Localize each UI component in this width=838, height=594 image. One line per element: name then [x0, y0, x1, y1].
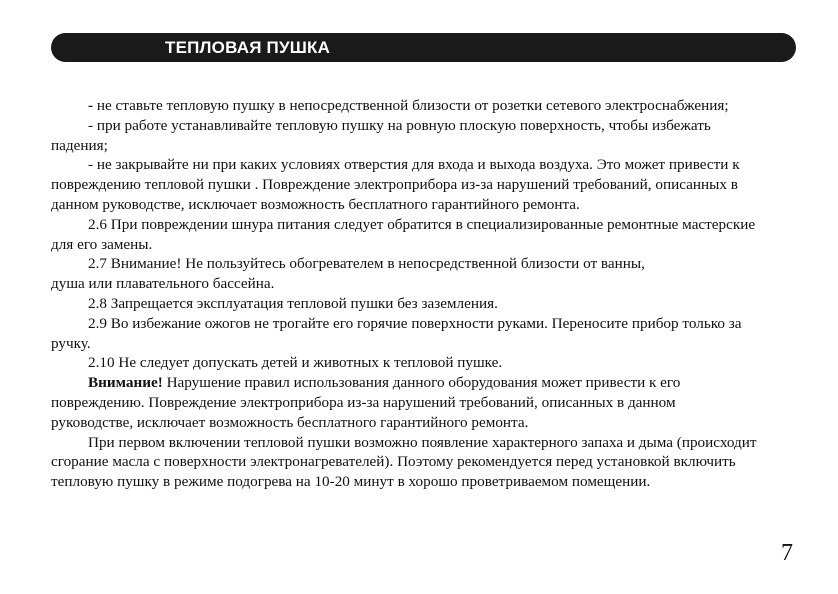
- paragraph-2-7: [51, 254, 761, 294]
- paragraph-outlet-warning: [51, 96, 761, 116]
- paragraph-flat-surface: - при работе устанавливайте тепловую пушку на ровную плоскую поверхность, чтобы избежать падения;: [51, 116, 711, 154]
- page-title: ТЕПЛОВАЯ ПУШКА: [165, 38, 331, 57]
- page-number: 7: [781, 540, 793, 566]
- paragraph-2-6: 2.6 При повреждении шнура питания следует обратится в специализированные ремонтные мастерские для его замены.: [51, 215, 756, 253]
- paragraph-vents: - не закрывайте ни при каких условиях отверстия для входа и выхода воздуха. Это может привести к повреждению тепловой пушки . Повреждение электроприбора из-за нарушений требований, описанных в данном руководстве, исключает возможность бесплатного гарантийного ремонта.: [51, 156, 740, 213]
- paragraph-text: не ставьте тепловую пушку в непосредственной близости от розетки сетевого электроснабжения;: [93, 97, 729, 114]
- bullet-dash: -: [88, 97, 94, 114]
- header-bar: [51, 33, 796, 62]
- paragraph-text: Нарушение правил использования данного оборудования может привести к его повреждению. Повреждение электроприбора из-за нарушений требований, описанных в данном руководстве, исключает возможность бесплатного гарантийного ремонта.: [51, 374, 681, 431]
- paragraph-first-start: При первом включении тепловой пушки возможно появление характерного запаха и дыма (происходит сгорание масла с поверхности электронагревателей). Поэтому рекомендуется перед установкой включить тепловую пушку в режиме подогрева на 10-20 минут в хорошо проветриваемом помещении.: [51, 433, 757, 491]
- paragraph-line: душа или плавательного бассейна.: [51, 275, 275, 293]
- paragraph-2-9: 2.9 Во избежание ожогов не трогайте его горячие поверхности руками. Переносите прибор только за ручку.: [51, 314, 742, 352]
- paragraph-2-10: 2.10 Не следует допускать детей и животных к тепловой пушке.: [88, 354, 503, 372]
- paragraph-attention: [51, 373, 761, 432]
- attention-label: Внимание!: [88, 374, 163, 392]
- paragraph-line: 2.7 Внимание! Не пользуйтесь обогревателем в непосредственной близости от ванны,: [88, 255, 645, 273]
- paragraph-2-8: 2.8 Запрещается эксплуатация тепловой пушки без заземления.: [88, 294, 498, 312]
- document-body: [51, 96, 761, 492]
